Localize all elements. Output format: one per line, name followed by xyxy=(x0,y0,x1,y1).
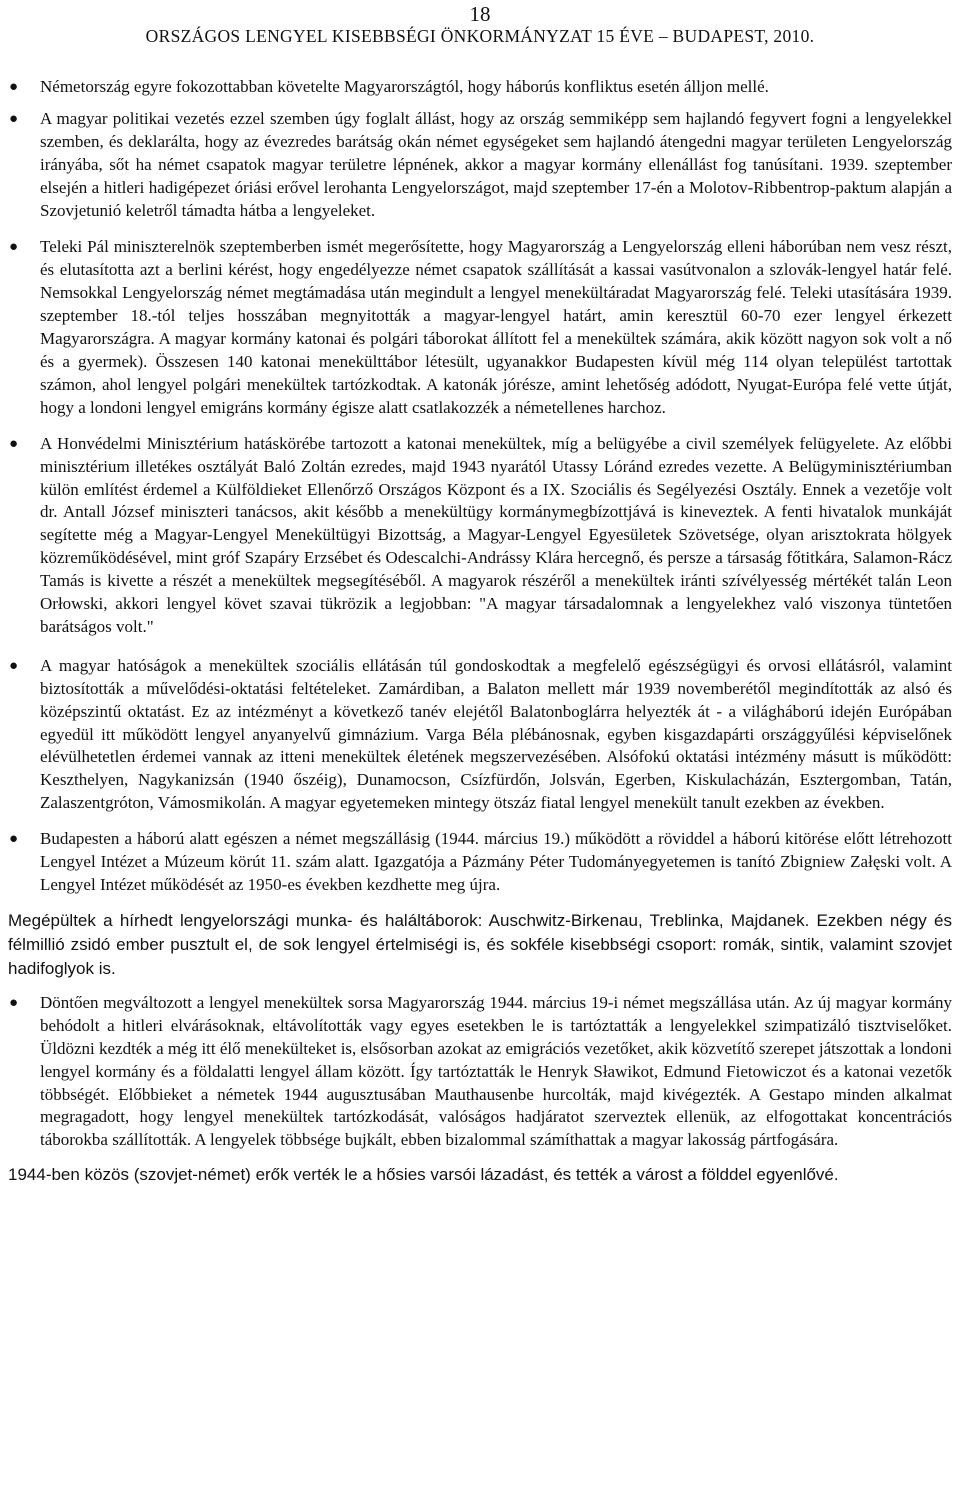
page-body xyxy=(0,76,960,1187)
bullet-icon: ● xyxy=(9,110,19,127)
bullet-icon: ● xyxy=(9,994,19,1011)
paragraph-text: A magyar politikai vezetés ezzel szemben úgy foglalt állást, hogy az ország semmiképp sem hajlandó fegyvert fogni a lengyelekkel szemben, és deklarálta, hogy az évezredes barátság okán német egységeket sem hajlandó átengedni magyar területen Lengyelország irányába, sőt ha német csapatok magyar területre lépnének, akkor a magyar kormány ellenállást fog tanúsítani. 1939. szeptember elsején a hitleri hadigépezet óriási erővel lerohanta Lengyelországot, majd szeptember 17-én a Molotov-Ribbentrop-paktum alapján a Szovjetunió keletről támadta hátba a lengyeleket. xyxy=(40,108,952,220)
paragraph-text: A Honvédelmi Minisztérium hatáskörébe tartozott a katonai menekültek, míg a belügyébe a civil személyek felügyelete. Az előbbi minisztérium illetékes osztályát Baló Zoltán ezredes, majd 1943 nyarától Utassy Lóránd ezredes vezette. A Belügyminisztériumban külön említést érdemel a Külföldieket Ellenőrző Országos Központ és a IX. Szociális és Segélyezési Osztály. Ennek a vezetője volt dr. Antall József miniszteri tanácsos, akit később a menekültügy kormánymegbízottjává is kineveztek. A fenti hivatalok munkáját segítette még a Magyar-Lengyel Menekültügyi Bizottság, a Magyar-Lengyel Egyesületek Szövetsége, olyan arisztokrata hölgyek közreműködésével, mint gróf Szapáry Erzsébet és Odescalchi-Andrássy Klára hercegnő, és persze a társaság főtitkára, Salamon-Rácz Tamás is kivette a részét a menekültek megsegítéséből. A magyarok részéről a menekültek iránti szívélyesség mértékét talán Leon Orłowski, akkori lengyel követ szavai tükrözik a legjobban: "A magyar társadalomnak a lengyelekhez való viszonya tüntetően barátságos volt." xyxy=(40,433,952,636)
bullet-icon: ● xyxy=(9,435,19,452)
bullet-paragraph xyxy=(0,108,960,223)
bullet-paragraph xyxy=(0,828,960,897)
bullet-list-1 xyxy=(0,76,960,897)
paragraph-text: A magyar hatóságok a menekültek szociális ellátásán túl gondoskodtak a megfelelő egészségügyi és orvosi ellátásról, valamint biztosították a művelődési-oktatási feltételeket. Zamárdiban, a Balaton mellett már 1939 novemberétől megindították az alsó és középszintű oktatást. Ez az intézményt a következő tanév elejétől Balatonboglárra helyezték át - a világháború idején Európában egyedül itt működött lengyel anyanyelvű gimnázium. Varga Béla plébánosnak, egyben kisgazdapárti országgyűlési képviselőnek elévülhetetlen érdemei vannak az itteni menekültek életének megszervezésében. Alsófokú oktatási intézmény másutt is működött: Keszthelyen, Nagykanizsán (1940 őszéig), Dunamocson, Csízfürdőn, Jolsván, Egerben, Kiskulacházán, Esztergomban, Tatán, Zalaszentgróton, Vámosmikolán. A magyar egyetemeken mintegy ötszáz fiatal lengyel menekült tanult ezekben az években. xyxy=(40,655,952,813)
bullet-paragraph xyxy=(0,236,960,419)
bullet-paragraph xyxy=(0,76,960,99)
bullet-icon: ● xyxy=(9,239,19,256)
page-header xyxy=(0,0,960,48)
bullet-paragraph xyxy=(0,655,960,815)
bullet-icon: ● xyxy=(9,657,19,674)
running-title: ORSZÁGOS LENGYEL KISEBBSÉGI ÖNKORMÁNYZAT 15 ÉVE – BUDAPEST, 2010. xyxy=(145,26,815,46)
plain-paragraph: Megépültek a hírhedt lengyelországi munka- és haláltáborok: Auschwitz-Birkenau, Treblinka, Majdanek. Ezekben négy és félmillió zsidó ember pusztult el, de sok lengyel értelmiségi is, és sokféle kisebbségi csoport: romák, sintik, valamint szovjet hadifoglyok is. xyxy=(8,910,952,978)
page-number: 18 xyxy=(469,2,491,26)
bullet-icon: ● xyxy=(9,79,19,95)
paragraph-text: Németország egyre fokozottabban követelte Magyarországtól, hogy háborús konfliktus esetén álljon mellé. xyxy=(40,77,769,96)
bullet-icon: ● xyxy=(9,831,19,848)
paragraph-text: Döntően megváltozott a lengyel menekültek sorsa Magyarország 1944. március 19-i német megszállása után. Az új magyar kormány behódolt a hitleri elvárásoknak, eltávolították vagy egyes esetekben le is tartóztatták a lengyelekkel szimpatizáló tisztviselőket. Üldözni kezdték a még itt élő menekülteket is, elsősorban azokat az emigrációs vezetőket, akik közvetítő szerepet játszottak a londoni lengyel kormány és a földalatti lengyel állam között. Így tartóztatták le Henryk Sławikot, Edmund Fietowiczot és a katonai vezetők többségét. Előbbieket a németek 1944 augusztusában Mauthausenbe hurcolták, majd kivégezték. A Gestapo minden alkalmat megragadott, hogy lengyel menekültek tartózkodását, valóságos hadjáratot szerveztek ellenük, az elfogottakat koncentrációs táborokba szállították. A lengyelek többsége bujkált, ebben bizalommal számíthattak a magyar lakosság pártfogására. xyxy=(40,992,953,1150)
plain-paragraph: 1944-ben közös (szovjet-német) erők verték le a hősies varsói lázadást, és tették a várost a földdel egyenlővé. xyxy=(8,1165,839,1185)
bullet-paragraph xyxy=(0,433,960,639)
bullet-paragraph xyxy=(0,992,960,1152)
bullet-list-2 xyxy=(0,992,960,1152)
paragraph-text: Teleki Pál miniszterelnök szeptemberben ismét megerősítette, hogy Magyarország a Lengyelország elleni háborúban nem vesz részt, és elutasította azt a berlini kérést, hogy engedélyezze német csapatok szállítását a kassai vasútvonalon a szlovák-lengyel határ felé. Nemsokkal Lengyelország német megtámadása után megindult a lengyel menekültáradat Magyarország felé. Teleki utasítására 1939. szeptember 18.-tól teljes hosszában megnyitották a magyar-lengyel határt, amin keresztül 60-70 ezer lengyel érkezett Magyarországra. A magyar kormány katonai és polgári táborokat állított fel a menekültek számára, akik között nagyon sok volt a nő és a gyermek). Összesen 140 katonai menekülttábor létesült, ugyanakkor Budapesten kívül még 114 olyan települést tartottak számon, ahol lengyel polgári menekültek tartózkodtak. A katonák jórésze, amint lehetőség adódott, Nyugat-Európa felé vette útját, hogy a londoni lengyel emigráns kormány égisze alatt csatlakozzék a németellenes harchoz. xyxy=(40,237,952,417)
paragraph-text: Budapesten a háború alatt egészen a német megszállásig (1944. március 19.) működött a röviddel a háború kitörése előtt létrehozott Lengyel Intézet a Múzeum körút 11. szám alatt. Igazgatója a Pázmány Péter Tudományegyetemen is tanító Zbigniew Załęski volt. A Lengyel Intézet működését az 1950-es években kezdhette meg újra. xyxy=(40,829,952,894)
